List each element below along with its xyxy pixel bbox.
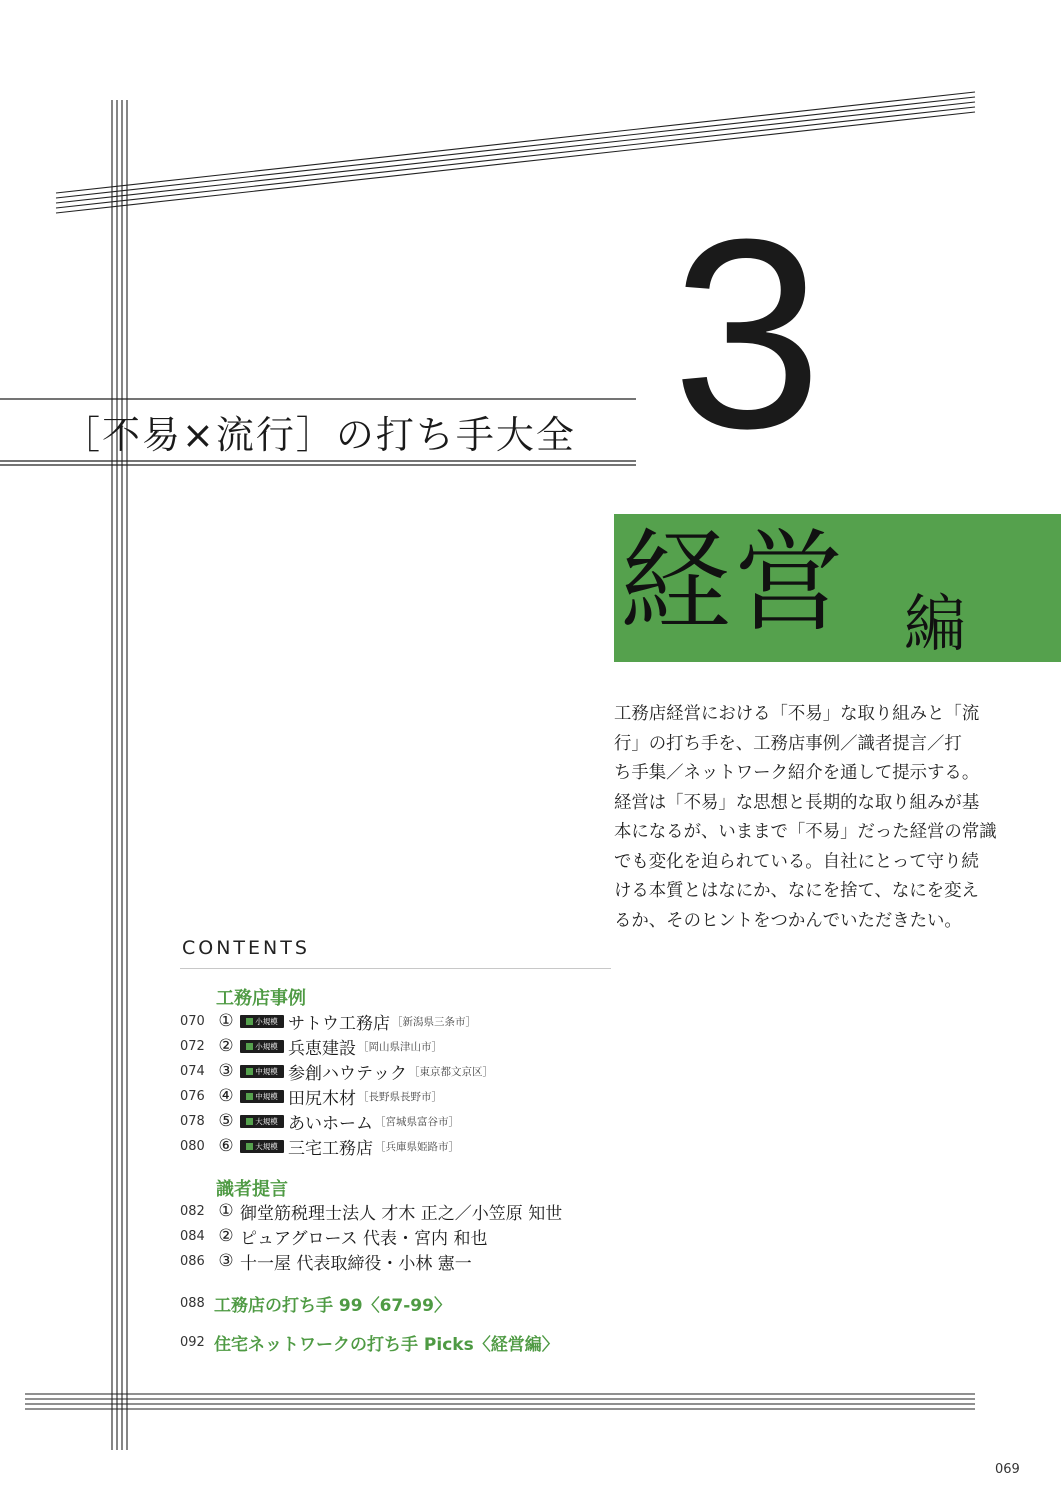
toc-location: ［兵庫県姫路市］ [375,1140,459,1153]
intro-line: ける本質とはなにか、なにを捨て、なにを変え [614,881,979,901]
toc-title: あいホーム [288,1113,373,1134]
toc-location: ［長野県長野市］ [358,1090,442,1103]
intro-line: 工務店経営における「不易」な取り組みと「流 [614,704,980,724]
badge-square-icon [246,1043,253,1050]
scale-badge: 大規模 [240,1115,284,1128]
toc-number: ① [218,1011,234,1031]
badge-square-icon [246,1093,253,1100]
scale-badge: 小規模 [240,1015,284,1028]
toc-entry-tactics[interactable] [180,1291,451,1316]
toc-page: 086 [180,1253,205,1269]
contents-divider [180,968,611,969]
intro-line: 本になるが、いままで「不易」だった経営の常識 [614,822,997,842]
toc-number: ③ [218,1251,234,1271]
badge-square-icon [246,1018,253,1025]
toc-entry-expert-1[interactable] [180,1199,562,1223]
toc-page: 078 [180,1113,205,1129]
toc-title: 参創ハウテック [288,1063,407,1084]
intro-text [614,700,997,936]
toc-entry-case-1[interactable] [180,1009,476,1033]
scale-badge: 中規模 [240,1065,284,1078]
toc-page: 082 [180,1203,205,1219]
toc-title: 田尻木材 [288,1088,356,1109]
intro-line: 行」の打ち手を、工務店事例／識者提言／打 [614,733,962,754]
badge-square-icon [246,1143,253,1150]
intro-line: でも変化を迫られている。自社にとって守り続 [614,851,979,872]
badge-square-icon [246,1118,253,1125]
scale-badge: 小規模 [240,1040,284,1053]
scale-badge: 中規模 [240,1090,284,1103]
toc-entry-case-5[interactable] [180,1109,459,1133]
page-number: 069 [995,1462,1020,1477]
toc-location: ［新潟県三条市］ [392,1015,476,1028]
toc-title: 十一屋 代表取締役・小林 憲一 [240,1253,472,1274]
toc-title: 三宅工務店 [288,1138,373,1159]
toc-location: ［東京都文京区］ [409,1065,493,1078]
chapter-number: 3 [672,184,823,485]
chapter-title-box [614,514,1061,662]
toc-location: ［岡山県津山市］ [358,1040,442,1053]
toc-number: ⑥ [218,1136,234,1156]
toc-entry-case-3[interactable] [180,1059,493,1083]
toc-title: 兵恵建設 [288,1038,356,1059]
toc-page: 076 [180,1088,205,1104]
expert-section-heading: 識者提言 [216,1179,288,1200]
scale-badge: 大規模 [240,1140,284,1153]
toc-entry-network[interactable] [180,1330,559,1355]
toc-entry-expert-3[interactable] [180,1249,472,1273]
intro-line: ち手集／ネットワーク紹介を通して提示する。 [614,763,980,783]
toc-number: ④ [218,1086,234,1106]
case-section-heading: 工務店事例 [216,988,306,1009]
toc-number: ② [218,1226,234,1246]
toc-title: サトウ工務店 [288,1013,390,1034]
subtitle-block [0,398,636,466]
toc-entry-expert-2[interactable] [180,1224,487,1248]
toc-page: 092 [180,1335,205,1350]
badge-square-icon [246,1068,253,1075]
toc-page: 080 [180,1138,205,1154]
toc-page: 088 [180,1296,205,1311]
toc-number: ② [218,1036,234,1056]
toc-title: 工務店の打ち手 99〈67-99〉 [214,1296,451,1316]
toc-entry-case-6[interactable] [180,1134,459,1158]
toc-location: ［宮城県富谷市］ [375,1115,459,1128]
chapter-suffix: 編 [904,587,967,660]
toc-entry-case-4[interactable] [180,1084,442,1108]
toc-page: 070 [180,1013,205,1029]
intro-line: 経営は「不易」な思想と長期的な取り組みが基 [614,792,980,813]
chapter-title: 経営 [620,518,848,646]
subtitle: ［不易×流行］の打ち手大全 [62,413,576,457]
toc-page: 072 [180,1038,205,1054]
intro-line: るか、そのヒントをつかんでいただきたい。 [614,910,962,931]
toc-page: 084 [180,1228,205,1244]
toc-title: ピュアグロース 代表・宮内 和也 [240,1228,488,1249]
toc-number: ⑤ [218,1111,234,1131]
contents-heading: CONTENTS [182,937,310,959]
toc-number: ① [218,1201,234,1221]
toc-entry-case-2[interactable] [180,1034,442,1058]
toc-page: 074 [180,1063,205,1079]
toc-number: ③ [218,1061,234,1081]
toc-title: 御堂筋税理士法人 才木 正之／小笠原 知世 [240,1203,563,1224]
toc-title: 住宅ネットワークの打ち手 Picks〈経営編〉 [214,1335,559,1355]
